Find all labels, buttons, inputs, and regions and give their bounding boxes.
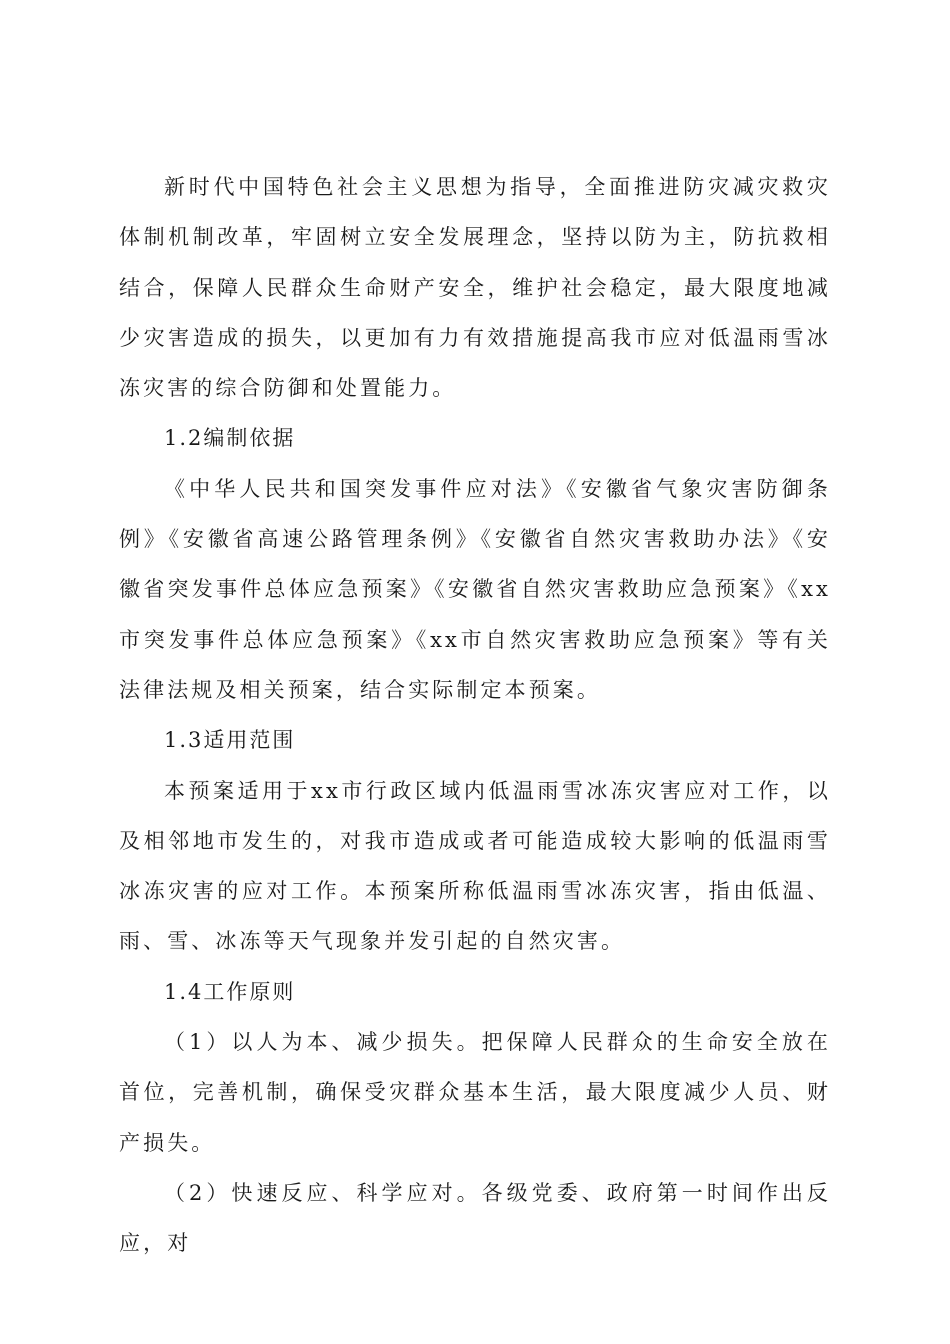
section-heading-1-3: 1.3适用范围 [164,728,296,753]
basis-paragraph: 《中华人民共和国突发事件应对法》《安徽省气象灾害防御条例》《安徽省高速公路管理条例》《安徽省自然灾害救助办法》《安徽省突发事件总体应急预案》《安徽省自然灾害救助应急预案》《xx市突发事件总体应急预案》《xx市自然灾害救助应急预案》等有关法律法规及相关预案，结合实际制定本预案。 [119,476,831,702]
intro-paragraph: 新时代中国特色社会主义思想为指导，全面推进防灾减灾救灾体制机制改革，牢固树立安全发展理念，坚持以防为主，防抗救相结合，保障人民群众生命财产安全，维护社会稳定，最大限度地减少灾害造成的损失，以更加有力有效措施提高我市应对低温雨雪冰冻灾害的综合防御和处置能力。 [119,175,831,401]
principle-paragraph-1: （1）以人为本、减少损失。把保障人民群众的生命安全放在首位，完善机制，确保受灾群众基本生活，最大限度减少人员、财产损失。 [119,1030,831,1155]
scope-paragraph: 本预案适用于xx市行政区域内低温雨雪冰冻灾害应对工作，以及相邻地市发生的，对我市造成或者可能造成较大影响的低温雨雪冰冻灾害的应对工作。本预案所称低温雨雪冰冻灾害，指由低温、雨、雪、冰冻等天气现象并发引起的自然灾害。 [119,778,831,954]
section-heading-1-2: 1.2编制依据 [164,426,296,451]
section-heading-1-4: 1.4工作原则 [164,979,296,1004]
principle-paragraph-2: （2）快速反应、科学应对。各级党委、政府第一时间作出反应，对 [119,1180,831,1256]
document-body [119,162,831,1269]
